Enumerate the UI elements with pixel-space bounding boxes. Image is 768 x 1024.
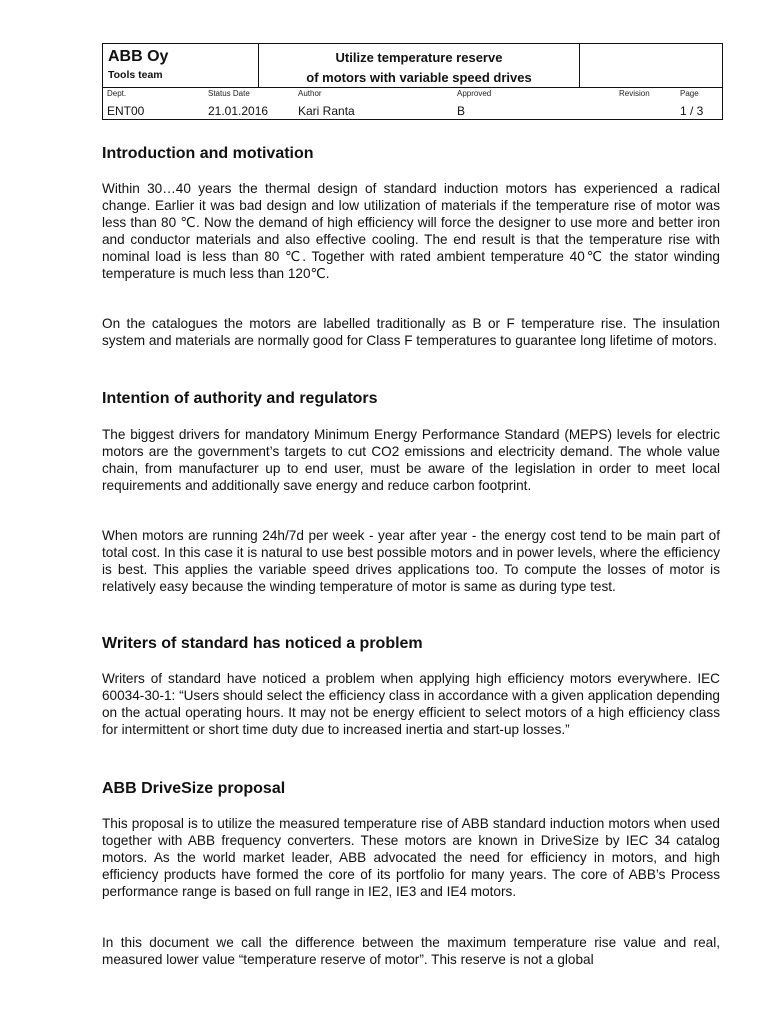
dept-label: Dept.: [107, 89, 127, 98]
status-date-label: Status Date: [208, 89, 250, 98]
intro-paragraph-1: Within 30…40 years the thermal design of standard induction motors has experienced a radical change. Earlier it was bad design and low utilization of materials if the temperature rise of motor was less than 80 ℃. Now the demand of high efficiency will force the designer to use more and better iron and conductor materials and also effective cooling. The end result is that the temperature rise with nominal load is less than 80 ℃. Together with rated ambient temperature 40℃ the stator winding temperature is much less than 120℃.: [102, 181, 720, 281]
approved-value: B: [457, 104, 466, 118]
page-label: Page: [680, 89, 699, 98]
document-header-table: [102, 43, 723, 120]
header-company-cell: [103, 44, 259, 88]
header-title-cell: [259, 44, 580, 88]
section-heading-authority: Intention of authority and regulators: [102, 390, 378, 407]
author-value: Kari Ranta: [298, 104, 355, 118]
status-date-value: 21.01.2016: [208, 104, 269, 118]
proposal-paragraph-1: This proposal is to utilize the measured temperature rise of ABB standard induction motors when used together with ABB frequency converters. These motors are known in DriveSize by IEC 34 catalog motors. As the world market leader, ABB advocated the need for efficiency in motors, and high efficiency products have formed the core of its portfolio for many years. The core of ABB’s Process performance range is based on full range in IE2, IE3 and IE4 motors.: [102, 816, 720, 899]
dept-value: ENT00: [107, 104, 145, 118]
header-top-row: [103, 44, 722, 88]
document-title-line-2: of motors with variable speed drives: [306, 70, 532, 85]
author-label: Author: [298, 89, 322, 98]
team-name: Tools team: [108, 69, 163, 81]
section-heading-standard-problem: Writers of standard has noticed a problem: [102, 635, 423, 652]
revision-label: Revision: [619, 89, 650, 98]
document-title-line-1: Utilize temperature reserve: [335, 50, 503, 65]
section-heading-drivesize-proposal: ABB DriveSize proposal: [102, 780, 286, 797]
section-heading-introduction: Introduction and motivation: [102, 145, 314, 162]
company-name: ABB Oy: [108, 48, 169, 65]
authority-paragraph-2: When motors are running 24h/7d per week - year after year - the energy cost tend to be main part of total cost. In this case it is natural to use best possible motors and in power levels, where the efficiency is best. This applies the variable speed drives applications too. To compute the losses of motor is relatively easy because the winding temperature of motor is same as during type test.: [102, 528, 720, 594]
intro-paragraph-2: On the catalogues the motors are labelled traditionally as B or F temperature rise. The insulation system and materials are normally good for Class F temperatures to guarantee long lifetime of motors.: [102, 316, 720, 348]
header-blank-cell: [580, 44, 722, 88]
standard-paragraph-1: Writers of standard have noticed a problem when applying high efficiency motors everywhere. IEC 60034-30-1: “Users should select the efficiency class in accordance with a given application depending on the actual operating hours. It may not be energy efficient to select motors of a high efficiency class for intermittent or short time duty due to increased inertia and start-up losses.”: [102, 671, 720, 737]
proposal-paragraph-2: In this document we call the difference between the maximum temperature rise value and real, measured lower value “temperature reserve of motor”. This reserve is not a global: [102, 935, 720, 967]
approved-label: Approved: [457, 89, 492, 98]
page-number-value: 1 / 3: [680, 104, 704, 118]
authority-paragraph-1: The biggest drivers for mandatory Minimum Energy Performance Standard (MEPS) levels for electric motors are the government’s targets to cut CO2 emissions and electricity demand. The whole value chain, from manufacturer up to end user, must be aware of the legislation in order to meet local requirements and additionally save energy and reduce carbon footprint.: [102, 427, 720, 493]
